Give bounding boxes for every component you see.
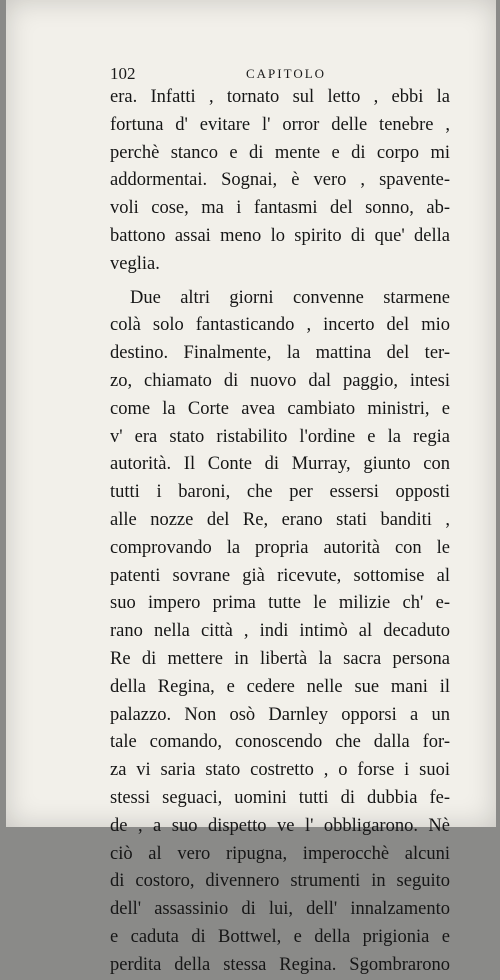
paragraph-2: [110, 285, 450, 980]
text-line: perchè stanco e di mente e di corpo mi: [110, 142, 450, 163]
text-line: tale comando, conoscendo che dalla for-: [110, 732, 450, 753]
text-line: zo, chiamato di nuovo dal paggio, intesi: [110, 370, 450, 391]
text-line: voli cose, ma i fantasmi del sonno, ab-: [110, 198, 450, 219]
text-line: za vi saria stato costretto , o forse i suoi: [110, 760, 450, 781]
text-line: v' era stato ristabilito l'ordine e la regia: [110, 426, 450, 447]
text-line: di costoro, divennero strumenti in seguito: [110, 871, 450, 892]
text-line: de , a suo dispetto ve l' obbligarono. Nè: [110, 815, 450, 836]
text-line: della Regina, e cedere nelle sue mani il: [110, 676, 450, 697]
text-line: alle nozze del Re, erano stati banditi ,: [110, 509, 450, 530]
text-line: come la Corte avea cambiato ministri, e: [110, 398, 450, 419]
text-line: destino. Finalmente, la mattina del ter-: [110, 343, 450, 364]
text-line: battono assai meno lo spirito di que' della: [110, 225, 450, 246]
page-header: [110, 64, 450, 86]
text-line: era. Infatti , tornato sul letto , ebbi la: [110, 87, 450, 107]
text-line: addormentai. Sognai, è vero , spavente-: [110, 170, 450, 191]
paragraph-1: [110, 84, 450, 279]
text-line: patenti sovrane già ricevute, sottomise al: [110, 565, 450, 586]
text-line: palazzo. Non osò Darnley opporsi a un: [110, 704, 450, 725]
text-line: veglia.: [110, 253, 160, 274]
text-line: Re di mettere in libertà la sacra persona: [110, 648, 450, 669]
body-text: [110, 84, 450, 980]
text-line: autorità. Il Conte di Murray, giunto con: [110, 454, 450, 475]
text-line: comprovando la propria autorità con le: [110, 537, 450, 558]
book-page: [6, 0, 496, 975]
page-number: 102: [110, 64, 136, 83]
text-line: ciò al vero ripugna, imperocchè alcuni: [110, 843, 450, 864]
text-line: suo impero prima tutte le milizie ch' e-: [110, 593, 450, 614]
text-line: colà solo fantasticando , incerto del mio: [110, 315, 450, 336]
running-head: CAPITOLO: [246, 66, 327, 81]
text-line: fortuna d' evitare l' orror delle tenebre ,: [110, 114, 450, 135]
text-line: e caduta di Bottwel, e della prigionia e: [110, 926, 450, 947]
text-line: Due altri giorni convenne starmene: [130, 287, 450, 308]
text-line: stessi seguaci, uomini tutti di dubbia fe-: [110, 787, 450, 808]
text-line: dell' assassinio di lui, dell' innalzamento: [110, 899, 450, 920]
text-line: tutti i baroni, che per essersi opposti: [110, 482, 450, 503]
text-line: rano nella città , indi intimò al decaduto: [110, 621, 450, 642]
text-line: perdita della stessa Regina. Sgombrarono: [110, 954, 450, 975]
